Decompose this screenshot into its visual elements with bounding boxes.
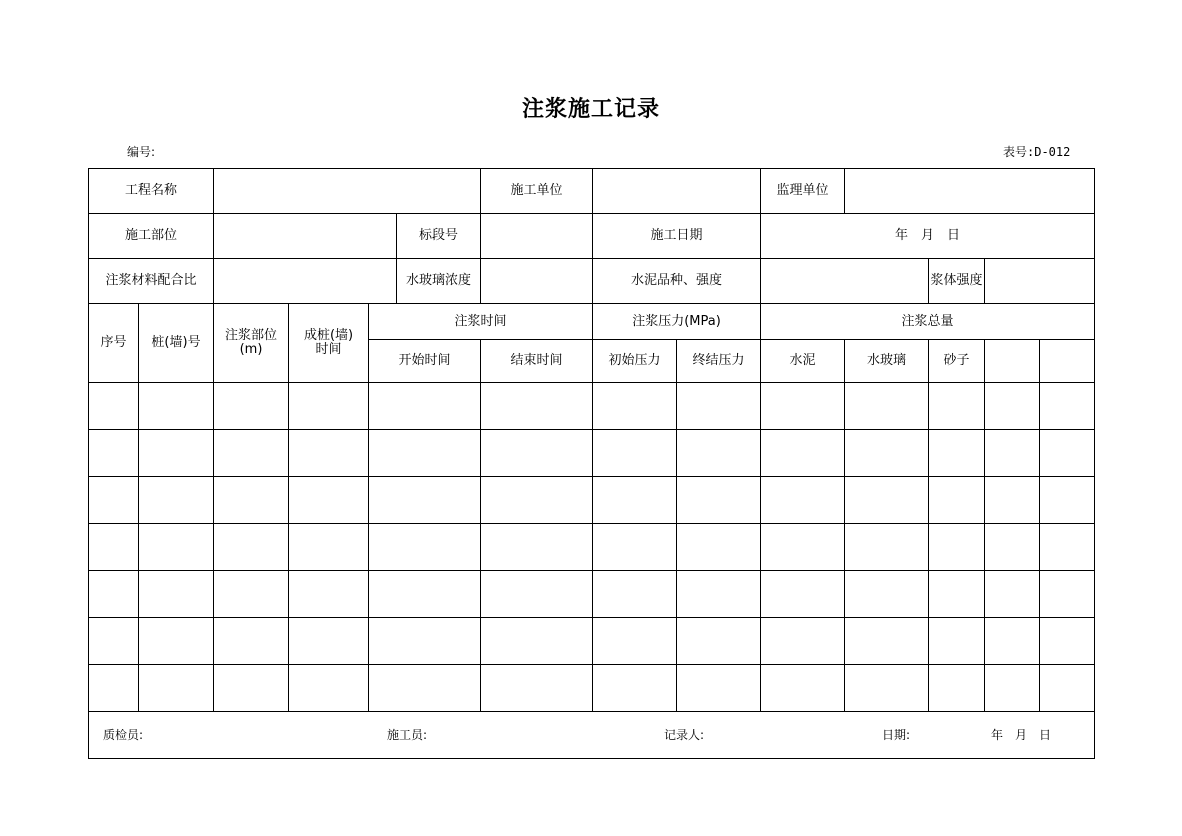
grouting-record-table [88,168,1095,759]
seq-cell[interactable] [89,430,139,477]
sand-cell[interactable] [929,477,985,524]
table-row [89,477,1095,524]
start-time-cell[interactable] [369,477,481,524]
glass-concentration-label: 水玻璃浓度 [397,259,481,304]
grout-time-header: 注浆时间 [369,304,593,340]
pile-no-cell[interactable] [139,665,214,712]
table-row [89,665,1095,712]
pile-no-cell[interactable] [139,383,214,430]
footer-date-label: 日期: [882,728,911,742]
cement-cell[interactable] [761,430,845,477]
pile-no-cell[interactable] [139,571,214,618]
supervisor-label: 监理单位 [761,169,845,214]
water-glass-cell[interactable] [845,618,929,665]
water-glass-cell[interactable] [845,524,929,571]
sand-cell[interactable] [929,618,985,665]
extra-header-1 [985,340,1040,383]
extra-header-2 [1040,340,1095,383]
project-name-label: 工程名称 [89,169,214,214]
glass-concentration-field[interactable] [481,259,593,304]
extra-cell-2[interactable] [1040,524,1095,571]
pile-time-cell[interactable] [289,618,369,665]
water-glass-cell[interactable] [845,477,929,524]
contractor-field[interactable] [593,169,761,214]
final-pressure-cell[interactable] [677,618,761,665]
grout-part-cell[interactable] [214,665,289,712]
grout-part-header [214,304,289,383]
extra-cell-1[interactable] [985,430,1040,477]
grout-part-cell[interactable] [214,430,289,477]
water-glass-cell[interactable] [845,571,929,618]
recorder-label: 记录人: [664,728,705,742]
sand-cell[interactable] [929,524,985,571]
final-pressure-header: 终结压力 [677,340,761,383]
start-time-cell[interactable] [369,618,481,665]
form-title: 注浆施工记录 [521,97,660,122]
sand-header: 砂子 [929,340,985,383]
final-pressure-cell[interactable] [677,524,761,571]
pile-time-header [289,304,369,383]
signature-cell [89,712,1095,759]
form-code: 表号:D-012 [1003,145,1071,159]
pile-time-cell[interactable] [289,524,369,571]
initial-pressure-cell[interactable] [593,430,677,477]
seq-cell[interactable] [89,618,139,665]
grout-pressure-header: 注浆压力(MPa) [593,304,761,340]
start-time-cell[interactable] [369,383,481,430]
mix-ratio-field[interactable] [214,259,397,304]
info-row-2 [89,214,1095,259]
contractor-label: 施工单位 [481,169,593,214]
table-row [89,524,1095,571]
sand-cell[interactable] [929,430,985,477]
table-row [89,618,1095,665]
end-time-cell[interactable] [481,383,593,430]
start-time-cell[interactable] [369,524,481,571]
extra-cell-1[interactable] [985,618,1040,665]
grout-part-cell[interactable] [214,618,289,665]
section-field[interactable] [481,214,593,259]
signature-bar [89,712,1094,758]
pile-no-cell[interactable] [139,477,214,524]
initial-pressure-cell[interactable] [593,477,677,524]
end-time-cell[interactable] [481,477,593,524]
water-glass-cell[interactable] [845,665,929,712]
pile-time-header-line1: 成桩(墙) [303,328,354,343]
cement-grade-label: 水泥品种、强度 [593,259,761,304]
extra-cell-2[interactable] [1040,430,1095,477]
extra-cell-1[interactable] [985,571,1040,618]
seq-cell[interactable] [89,571,139,618]
final-pressure-cell[interactable] [677,477,761,524]
extra-cell-2[interactable] [1040,477,1095,524]
construction-date-field[interactable]: 年 月 日 [761,214,1095,259]
sand-cell[interactable] [929,571,985,618]
cement-header: 水泥 [761,340,845,383]
seq-header: 序号 [89,304,139,383]
constructor-label: 施工员: [387,728,428,742]
pile-no-cell[interactable] [139,618,214,665]
start-time-cell[interactable] [369,665,481,712]
initial-pressure-header: 初始压力 [593,340,677,383]
sand-cell[interactable] [929,665,985,712]
end-time-header: 结束时间 [481,340,593,383]
pile-no-header: 桩(墙)号 [139,304,214,383]
signature-row [89,712,1095,759]
extra-cell-1[interactable] [985,524,1040,571]
extra-cell-2[interactable] [1040,383,1095,430]
pile-time-header-line2: 时间 [315,342,342,357]
extra-cell-1[interactable] [985,383,1040,430]
sand-cell[interactable] [929,383,985,430]
construction-date-label: 施工日期 [593,214,761,259]
column-header-row-1 [89,304,1095,340]
final-pressure-cell[interactable] [677,571,761,618]
pile-time-cell[interactable] [289,430,369,477]
inspector-label: 质检员: [103,728,144,742]
cement-cell[interactable] [761,665,845,712]
project-name-field[interactable] [214,169,481,214]
pile-time-cell[interactable] [289,571,369,618]
slurry-strength-field[interactable] [985,259,1095,304]
initial-pressure-cell[interactable] [593,524,677,571]
cement-cell[interactable] [761,618,845,665]
initial-pressure-cell[interactable] [593,571,677,618]
cement-cell[interactable] [761,477,845,524]
grout-part-cell[interactable] [214,524,289,571]
water-glass-cell[interactable] [845,430,929,477]
slurry-strength-label: 浆体强度 [929,259,985,304]
pile-no-cell[interactable] [139,430,214,477]
info-row-1 [89,169,1095,214]
start-time-header: 开始时间 [369,340,481,383]
initial-pressure-cell[interactable] [593,618,677,665]
extra-cell-2[interactable] [1040,571,1095,618]
seq-cell[interactable] [89,665,139,712]
extra-cell-2[interactable] [1040,665,1095,712]
pile-time-cell[interactable] [289,665,369,712]
final-pressure-cell[interactable] [677,430,761,477]
work-part-label: 施工部位 [89,214,214,259]
mix-ratio-label: 注浆材料配合比 [89,259,214,304]
pile-time-cell[interactable] [289,477,369,524]
end-time-cell[interactable] [481,571,593,618]
start-time-cell[interactable] [369,571,481,618]
cement-cell[interactable] [761,524,845,571]
form-number-label: 编号: [127,145,156,159]
table-row [89,571,1095,618]
grout-part-header-line1: 注浆部位 [225,328,278,343]
end-time-cell[interactable] [481,618,593,665]
grout-total-header: 注浆总量 [761,304,1095,340]
section-label: 标段号 [397,214,481,259]
seq-cell[interactable] [89,383,139,430]
cement-cell[interactable] [761,571,845,618]
pile-time-cell[interactable] [289,383,369,430]
final-pressure-cell[interactable] [677,665,761,712]
extra-cell-1[interactable] [985,665,1040,712]
grout-part-cell[interactable] [214,383,289,430]
water-glass-cell[interactable] [845,383,929,430]
start-time-cell[interactable] [369,430,481,477]
extra-cell-1[interactable] [985,477,1040,524]
work-part-field[interactable] [214,214,397,259]
grout-part-cell[interactable] [214,477,289,524]
water-glass-header: 水玻璃 [845,340,929,383]
grout-part-header-line2: (m) [239,342,263,357]
table-row [89,383,1095,430]
end-time-cell[interactable] [481,430,593,477]
initial-pressure-cell[interactable] [593,665,677,712]
supervisor-field[interactable] [845,169,1095,214]
grout-part-cell[interactable] [214,571,289,618]
seq-cell[interactable] [89,524,139,571]
final-pressure-cell[interactable] [677,383,761,430]
end-time-cell[interactable] [481,524,593,571]
table-row [89,430,1095,477]
cement-cell[interactable] [761,383,845,430]
seq-cell[interactable] [89,477,139,524]
initial-pressure-cell[interactable] [593,383,677,430]
end-time-cell[interactable] [481,665,593,712]
cement-grade-field[interactable] [761,259,929,304]
footer-date-value[interactable]: 年 月 日 [991,728,1052,742]
info-row-3 [89,259,1095,304]
extra-cell-2[interactable] [1040,618,1095,665]
pile-no-cell[interactable] [139,524,214,571]
